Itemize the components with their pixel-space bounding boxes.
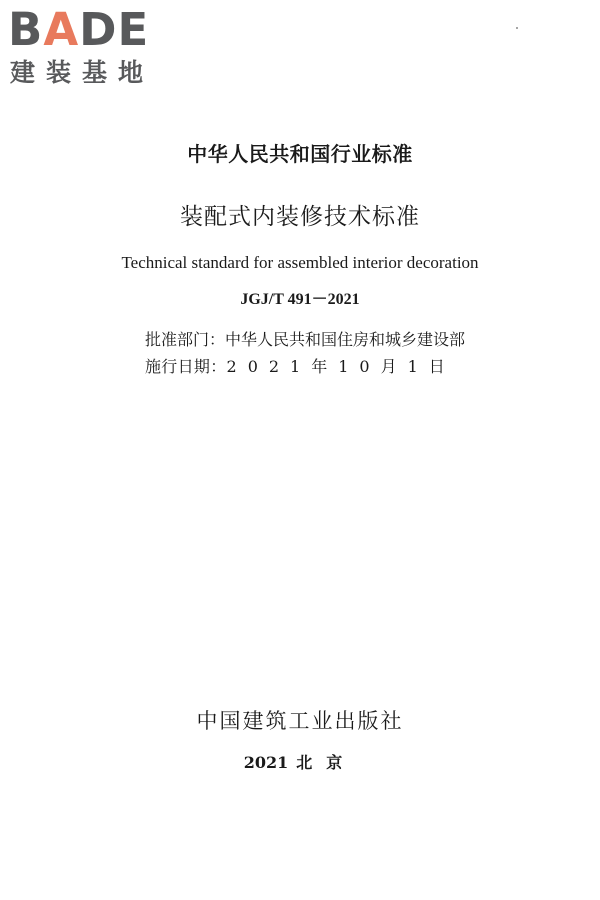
publication-city: 北京 xyxy=(296,753,357,772)
logo-letters-de: DE xyxy=(79,3,150,56)
title-chinese: 装配式内装修技术标准 xyxy=(180,204,420,230)
effective-label: 施行日期： xyxy=(145,357,227,376)
title-english: Technical standard for assembled interior decoration xyxy=(121,253,479,272)
logo-wordmark xyxy=(8,4,149,56)
publication-place xyxy=(0,752,600,774)
logo-letter-b: B xyxy=(8,3,44,56)
bade-logo xyxy=(8,4,178,92)
effective-value: 2021年10月1日 xyxy=(226,357,456,376)
publication-year: 2021 xyxy=(243,753,289,772)
approval-authority xyxy=(145,329,465,351)
effective-date xyxy=(145,356,456,378)
logo-letter-a-accent: A xyxy=(43,3,80,56)
publisher: 中国建筑工业出版社 xyxy=(196,709,404,733)
approval-value: 中华人民共和国住房和城乡建设部 xyxy=(225,330,466,349)
logo-chinese-text: 建装基地 xyxy=(10,58,155,87)
standard-code: JGJ/T 491－2021 xyxy=(240,291,360,308)
approval-label: 批准部门： xyxy=(145,330,226,349)
standard-issuer: 中华人民共和国行业标准 xyxy=(187,142,413,166)
scan-speck xyxy=(516,27,518,29)
